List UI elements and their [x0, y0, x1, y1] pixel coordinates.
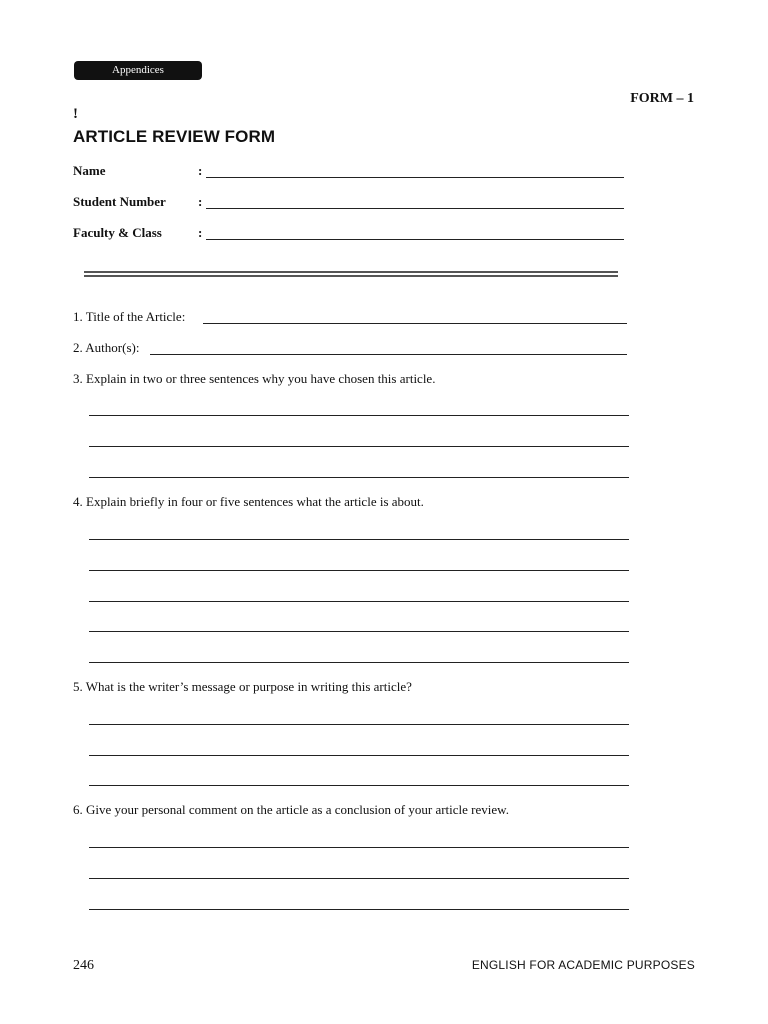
- question-4-number: 4.: [73, 494, 83, 509]
- question-1: [73, 309, 185, 325]
- question-4: [73, 494, 424, 510]
- question-5-number: 5.: [73, 679, 83, 694]
- question-4-answer-line[interactable]: [89, 631, 629, 632]
- appendices-tab: Appendices: [74, 61, 202, 80]
- question-4-answer-line[interactable]: [89, 539, 629, 540]
- question-1-text: Title of the Article:: [85, 309, 186, 324]
- question-6-answer-line[interactable]: [89, 878, 629, 879]
- student-number-colon: :: [198, 194, 203, 209]
- faculty-class-colon: :: [198, 225, 203, 240]
- question-4-answer-line[interactable]: [89, 570, 629, 571]
- question-5-answer-line[interactable]: [89, 755, 629, 756]
- exclamation-mark: !: [73, 106, 78, 122]
- question-6-text: Give your personal comment on the article as a conclusion of your article review.: [86, 802, 509, 817]
- student-number-field[interactable]: [206, 208, 624, 209]
- question-3-answer-line[interactable]: [89, 415, 629, 416]
- question-3-number: 3.: [73, 371, 83, 386]
- faculty-class-field[interactable]: [206, 239, 624, 240]
- question-4-answer-line[interactable]: [89, 662, 629, 663]
- question-6: [73, 802, 509, 818]
- student-number-label: Student Number: [73, 194, 166, 209]
- question-3-text: Explain in two or three sentences why you have chosen this article.: [86, 371, 436, 386]
- question-3: [73, 371, 435, 387]
- question-3-answer-line[interactable]: [89, 477, 629, 478]
- article-title-field[interactable]: [203, 323, 627, 324]
- name-field[interactable]: [206, 177, 624, 178]
- faculty-class-label: Faculty & Class: [73, 225, 162, 240]
- name-colon: :: [198, 163, 203, 178]
- separator-line-bottom: [84, 275, 618, 277]
- question-5-answer-line[interactable]: [89, 724, 629, 725]
- separator-line-top: [84, 271, 618, 273]
- name-label: Name: [73, 163, 106, 178]
- question-1-number: 1.: [73, 309, 83, 324]
- page-number: 246: [73, 958, 94, 973]
- question-4-text: Explain briefly in four or five sentences what the article is about.: [86, 494, 424, 509]
- question-2-text: Author(s):: [85, 340, 140, 355]
- question-2-number: 2.: [73, 340, 83, 355]
- question-3-answer-line[interactable]: [89, 446, 629, 447]
- question-2: [73, 340, 139, 356]
- question-4-answer-line[interactable]: [89, 601, 629, 602]
- authors-field[interactable]: [150, 354, 627, 355]
- question-5-text: What is the writer’s message or purpose in writing this article?: [85, 679, 412, 694]
- question-6-answer-line[interactable]: [89, 847, 629, 848]
- question-5-answer-line[interactable]: [89, 785, 629, 786]
- page-title: ARTICLE REVIEW FORM: [73, 127, 276, 146]
- book-title: ENGLISH FOR ACADEMIC PURPOSES: [471, 958, 695, 972]
- question-5: [73, 679, 412, 695]
- question-6-number: 6.: [73, 802, 83, 817]
- form-code: FORM – 1: [630, 91, 694, 106]
- question-6-answer-line[interactable]: [89, 909, 629, 910]
